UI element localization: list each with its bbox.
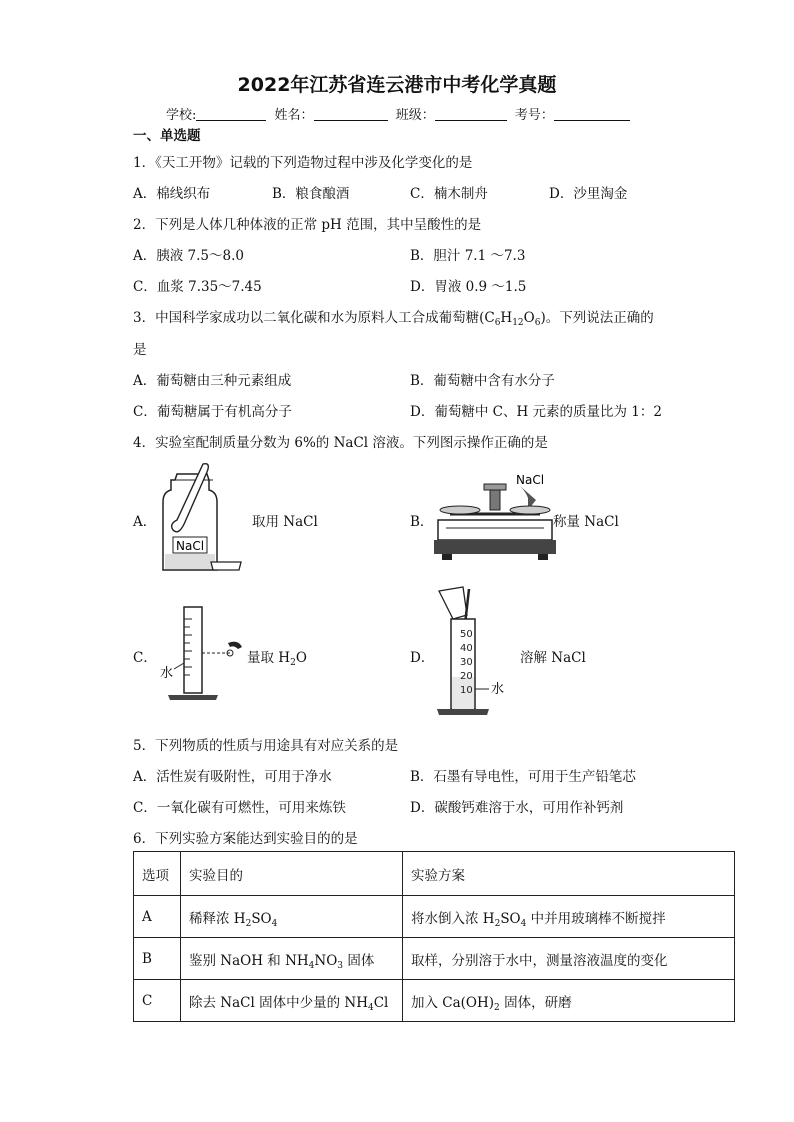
row-b-option: B xyxy=(134,938,181,980)
section-heading: 一、单选题 xyxy=(133,128,201,144)
school-blank[interactable] xyxy=(196,106,266,121)
q1-option-b[interactable]: B．粮食酿酒 xyxy=(272,186,350,202)
q1-option-c[interactable]: C．楠木制舟 xyxy=(410,186,488,202)
q3-stem: 3．中国科学家成功以二氧化碳和水为原料人工合成葡萄糖$(C_6H_{12}O_6)$。下列说法正确的 xyxy=(133,310,654,328)
q1-option-a[interactable]: A．棉线织布 xyxy=(133,186,211,202)
number-blank[interactable] xyxy=(554,106,630,121)
q5-option-b[interactable]: B．石墨有导电性，可用于生产铅笔芯 xyxy=(410,769,636,785)
q1-stem: 1．《天工开物》记载的下列造物过程中涉及化学变化的是 xyxy=(133,155,473,171)
dissolving-cylinder-figure xyxy=(433,585,513,720)
student-info-row xyxy=(166,104,634,123)
q3-stem-line2: 是 xyxy=(133,342,147,358)
table-row[interactable] xyxy=(134,896,735,938)
q4-option-c[interactable]: C． xyxy=(133,650,157,666)
bottle-label: NaCl xyxy=(176,539,205,553)
row-c-plan: 加入 $Ca(OH)_2$ 固体，研磨 xyxy=(403,980,735,1022)
row-c-goal: 除去 NaCl 固体中少量的 $NH_4Cl$ xyxy=(181,980,403,1022)
row-b-goal: 鉴别 NaOH 和 $NH_4NO_3$ 固体 xyxy=(181,938,403,980)
header-goal: 实验目的 xyxy=(181,852,403,896)
class-label: 班级： xyxy=(395,108,435,123)
q2-option-a[interactable]: A．胰液 7.5～8.0 xyxy=(133,248,244,264)
class-blank[interactable] xyxy=(435,106,507,121)
school-label: 学校: xyxy=(166,108,197,123)
table-row[interactable] xyxy=(134,938,735,980)
row-a-plan: 将水倒入浓 $H_2SO_4$ 中并用玻璃棒不断搅拌 xyxy=(403,896,735,938)
q4-c-caption: 量取 $H_2O$ xyxy=(247,650,307,668)
row-b-plan: 取样，分别溶于水中，测量溶液温度的变化 xyxy=(403,938,735,980)
table-row[interactable] xyxy=(134,980,735,1022)
d-water-label: 水 xyxy=(491,682,505,697)
d-tick-1: 40 xyxy=(460,643,473,654)
exam-title: 2022年江苏省连云港市中考化学真题 xyxy=(237,74,557,96)
q4-option-d[interactable]: D． xyxy=(410,650,435,666)
d-tick-4: 10 xyxy=(460,685,473,696)
q3-option-b[interactable]: B．葡萄糖中含有水分子 xyxy=(410,373,555,389)
q5-stem: 5．下列物质的性质与用途具有对应关系的是 xyxy=(133,738,399,754)
q4-b-caption: 称量 NaCl xyxy=(553,514,619,530)
q3-option-c[interactable]: C．葡萄糖属于有机高分子 xyxy=(133,404,292,420)
q3-option-d[interactable]: D．葡萄糖中 C、H 元素的质量比为 1：2 xyxy=(410,404,662,420)
balance-figure xyxy=(432,470,557,570)
experiment-table xyxy=(133,851,735,1022)
q2-option-c[interactable]: C．血浆 7.35～7.45 xyxy=(133,279,262,295)
name-label: 姓名： xyxy=(274,108,314,123)
balance-nacl-label: NaCl xyxy=(516,473,545,487)
q2-option-b[interactable]: B．胆汁 7.1 ～7.3 xyxy=(410,248,526,264)
q4-option-a[interactable]: A． xyxy=(133,514,157,530)
header-plan: 实验方案 xyxy=(403,852,735,896)
row-a-goal: 稀释浓 $H_2SO_4$ xyxy=(181,896,403,938)
name-blank[interactable] xyxy=(314,106,388,121)
q4-option-b[interactable]: B． xyxy=(410,514,434,530)
q5-option-c[interactable]: C．一氧化碳有可燃性，可用来炼铁 xyxy=(133,800,346,816)
row-a-option: A xyxy=(134,896,181,938)
q3-option-a[interactable]: A．葡萄糖由三种元素组成 xyxy=(133,373,292,389)
number-label: 考号： xyxy=(514,108,554,123)
c-water-label: 水 xyxy=(160,666,174,681)
q4-d-caption: 溶解 NaCl xyxy=(520,650,586,666)
q5-option-a[interactable]: A．活性炭有吸附性，可用于净水 xyxy=(133,769,332,785)
d-tick-0: 50 xyxy=(460,629,473,640)
reagent-bottle-figure xyxy=(155,462,245,577)
header-option: 选项 xyxy=(134,852,181,896)
q1-option-d[interactable]: D．沙里淘金 xyxy=(549,186,628,202)
q6-stem: 6．下列实验方案能达到实验目的的是 xyxy=(133,831,358,847)
q2-option-d[interactable]: D．胃液 0.9 ～1.5 xyxy=(410,279,527,295)
table-header-row xyxy=(134,852,735,896)
q4-stem: 4．实验室配制质量分数为 6%的 NaCl 溶液。下列图示操作正确的是 xyxy=(133,435,548,451)
q5-option-d[interactable]: D．碳酸钙难溶于水，可用作补钙剂 xyxy=(410,800,624,816)
graduated-cylinder-figure xyxy=(156,603,248,703)
row-c-option: C xyxy=(134,980,181,1022)
q4-a-caption: 取用 NaCl xyxy=(252,514,318,530)
d-tick-3: 20 xyxy=(460,671,473,682)
d-tick-2: 30 xyxy=(460,657,473,668)
q2-stem: 2．下列是人体几种体液的正常 pH 范围，其中呈酸性的是 xyxy=(133,217,482,233)
